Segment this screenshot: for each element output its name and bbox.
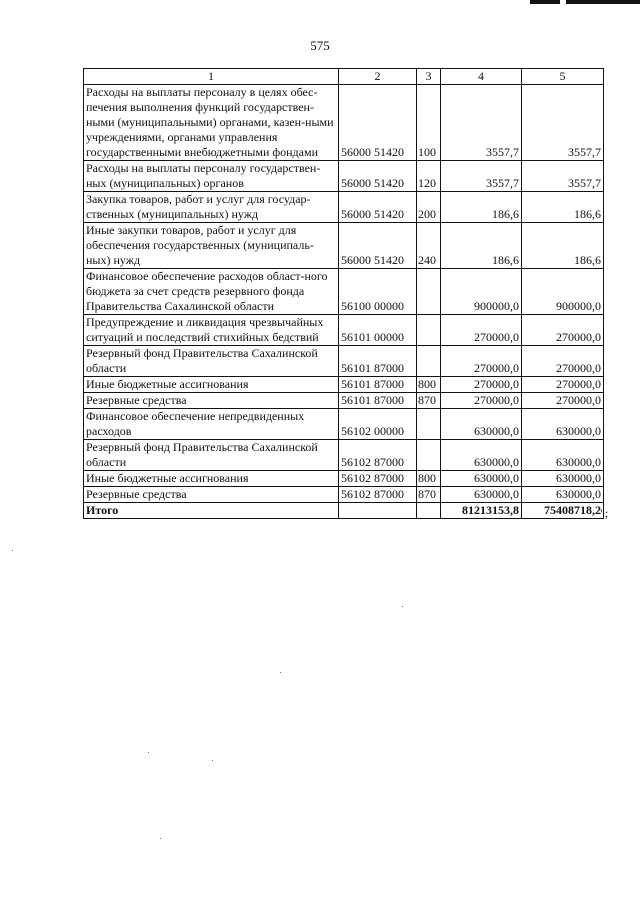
row-code-cell: 56000 51420 — [339, 161, 417, 192]
table-row — [84, 487, 604, 503]
row-value-2-cell: 270000,0 — [522, 393, 604, 409]
row-code-cell: 56102 87000 — [339, 440, 417, 471]
row-code-cell: 56100 00000 — [339, 269, 417, 315]
total-value-1-cell: 81213153,8 — [441, 503, 522, 519]
row-code-cell: 56101 87000 — [339, 393, 417, 409]
page-number: 575 — [310, 38, 330, 53]
row-value-2-cell: 186,6 — [522, 223, 604, 269]
scan-speck — [212, 760, 213, 761]
row-type-cell — [417, 269, 441, 315]
row-value-1-cell: 186,6 — [441, 192, 522, 223]
table-row — [84, 192, 604, 223]
row-name-cell: Резервный фонд Правительства Сахалинской области — [84, 346, 339, 377]
row-value-2-cell: 270000,0 — [522, 315, 604, 346]
row-value-2-cell: 3557,7 — [522, 85, 604, 161]
row-value-2-cell: 630000,0 — [522, 440, 604, 471]
row-value-1-cell: 270000,0 — [441, 315, 522, 346]
row-value-1-cell: 270000,0 — [441, 377, 522, 393]
row-type-cell: 870 — [417, 393, 441, 409]
row-type-cell: 800 — [417, 377, 441, 393]
row-type-cell — [417, 346, 441, 377]
scan-speck — [402, 606, 403, 607]
row-value-2-cell: 3557,7 — [522, 161, 604, 192]
header-cell-1: 1 — [84, 69, 339, 85]
row-value-1-cell: 186,6 — [441, 223, 522, 269]
row-value-2-cell: 630000,0 — [522, 471, 604, 487]
table-row — [84, 161, 604, 192]
row-type-cell: 870 — [417, 487, 441, 503]
row-value-2-cell: 186,6 — [522, 192, 604, 223]
table-row — [84, 315, 604, 346]
total-row — [84, 503, 604, 519]
row-code-cell: 56101 00000 — [339, 315, 417, 346]
header-cell-3: 3 — [417, 69, 441, 85]
scan-speck — [12, 550, 13, 551]
row-value-2-cell: 630000,0 — [522, 409, 604, 440]
scan-speck — [280, 672, 281, 673]
table-row — [84, 471, 604, 487]
row-name-cell: Иные бюджетные ассигнования — [84, 471, 339, 487]
row-type-cell: 100 — [417, 85, 441, 161]
row-value-1-cell: 630000,0 — [441, 440, 522, 471]
row-code-cell: 56000 51420 — [339, 192, 417, 223]
table-row — [84, 223, 604, 269]
row-name-cell: Иные бюджетные ассигнования — [84, 377, 339, 393]
row-type-cell: 120 — [417, 161, 441, 192]
row-name-cell: Резервный фонд Правительства Сахалинской области — [84, 440, 339, 471]
row-code-cell: 56102 00000 — [339, 409, 417, 440]
row-type-cell: 200 — [417, 192, 441, 223]
total-value-2-cell: 75408718,2 — [522, 503, 604, 519]
row-value-2-cell: 630000,0 — [522, 487, 604, 503]
row-value-1-cell: 3557,7 — [441, 161, 522, 192]
header-cell-2: 2 — [339, 69, 417, 85]
row-type-cell — [417, 315, 441, 346]
scan-speck — [160, 838, 161, 839]
header-cell-4: 4 — [441, 69, 522, 85]
closing-quote-mark: "; — [600, 506, 609, 520]
row-value-1-cell: 630000,0 — [441, 471, 522, 487]
table-row — [84, 377, 604, 393]
header-cell-5: 5 — [522, 69, 604, 85]
row-name-cell: Иные закупки товаров, работ и услуг для обеспечения государственных (муниципаль-ных) нужд — [84, 223, 339, 269]
row-value-1-cell: 630000,0 — [441, 409, 522, 440]
row-value-1-cell: 900000,0 — [441, 269, 522, 315]
row-code-cell: 56102 87000 — [339, 487, 417, 503]
row-name-cell: Финансовое обеспечение расходов област-ного бюджета за счет средств резервного фонда Правительства Сахалинской области — [84, 269, 339, 315]
row-name-cell: Финансовое обеспечение непредвиденных расходов — [84, 409, 339, 440]
row-name-cell: Расходы на выплаты персоналу в целях обес-печения выполнения функций государствен-ными (муниципальными) органами, казен-ными учреждениями, органами управления государственными внебюджетными фондами — [84, 85, 339, 161]
row-code-cell: 56000 51420 — [339, 223, 417, 269]
row-value-2-cell: 270000,0 — [522, 377, 604, 393]
row-name-cell: Закупка товаров, работ и услуг для государ-ственных (муниципальных) нужд — [84, 192, 339, 223]
table-row — [84, 440, 604, 471]
row-type-cell — [417, 409, 441, 440]
header-row — [84, 69, 604, 85]
total-label-cell: Итого — [84, 503, 339, 519]
total-empty-cell — [339, 503, 417, 519]
total-empty-cell — [417, 503, 441, 519]
table-row — [84, 409, 604, 440]
row-value-1-cell: 270000,0 — [441, 346, 522, 377]
row-value-1-cell: 270000,0 — [441, 393, 522, 409]
row-type-cell: 800 — [417, 471, 441, 487]
row-value-2-cell: 270000,0 — [522, 346, 604, 377]
row-name-cell: Резервные средства — [84, 393, 339, 409]
row-value-1-cell: 3557,7 — [441, 85, 522, 161]
row-code-cell: 56000 51420 — [339, 85, 417, 161]
row-type-cell: 240 — [417, 223, 441, 269]
row-code-cell: 56102 87000 — [339, 471, 417, 487]
table-row — [84, 85, 604, 161]
table-row — [84, 393, 604, 409]
row-type-cell — [417, 440, 441, 471]
row-name-cell: Расходы на выплаты персоналу государствен-ных (муниципальных) органов — [84, 161, 339, 192]
row-value-2-cell: 900000,0 — [522, 269, 604, 315]
row-name-cell: Резервные средства — [84, 487, 339, 503]
page-edge-mark — [530, 0, 640, 4]
table-row — [84, 269, 604, 315]
budget-table — [83, 68, 604, 519]
row-value-1-cell: 630000,0 — [441, 487, 522, 503]
row-code-cell: 56101 87000 — [339, 346, 417, 377]
table-row — [84, 346, 604, 377]
scan-speck — [148, 752, 149, 753]
row-name-cell: Предупреждение и ликвидация чрезвычайных ситуаций и последствий стихийных бедствий — [84, 315, 339, 346]
row-code-cell: 56101 87000 — [339, 377, 417, 393]
